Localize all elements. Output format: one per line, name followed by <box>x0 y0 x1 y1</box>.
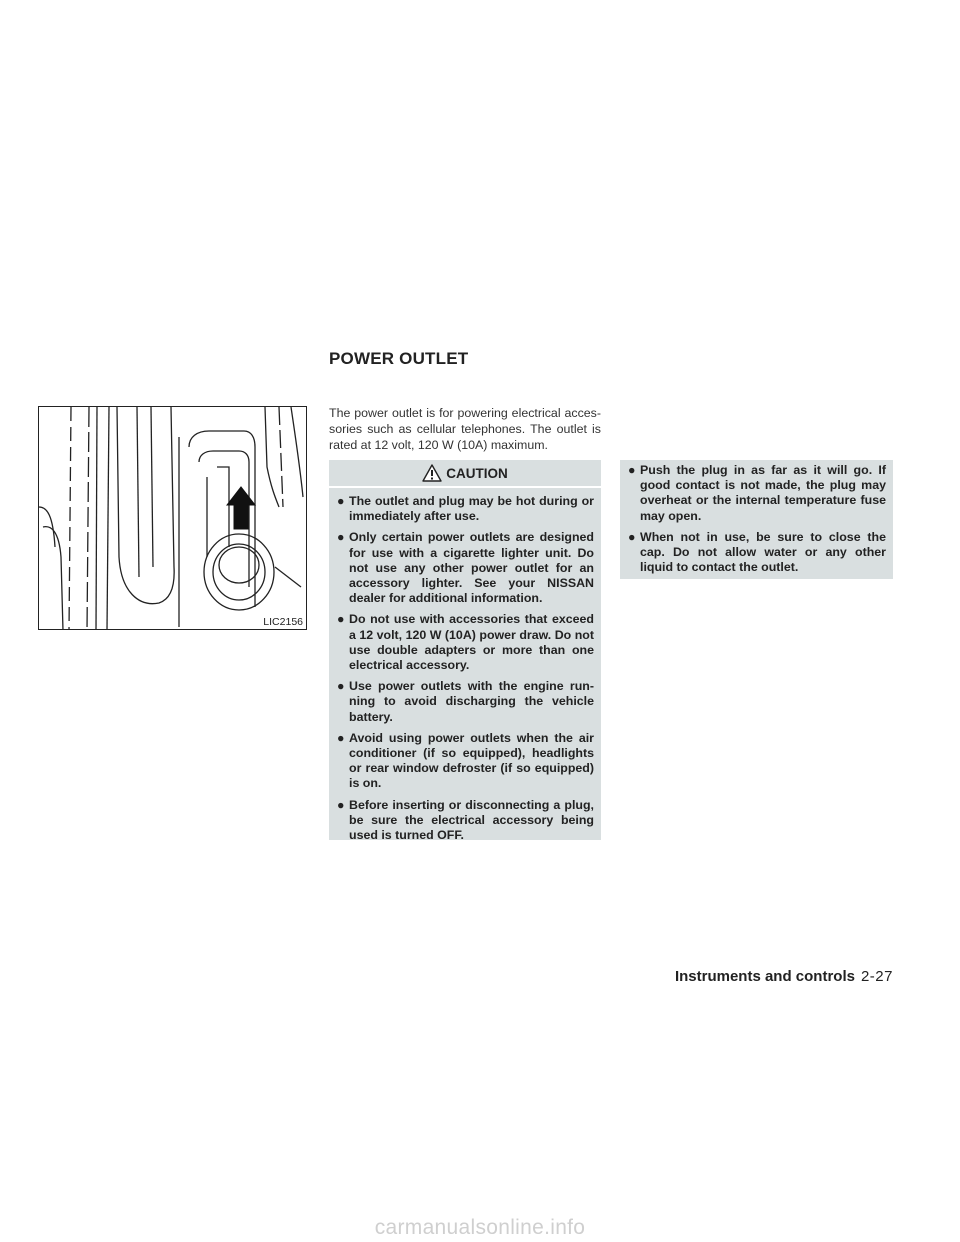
bullet-icon: ● <box>337 494 345 508</box>
bullet-icon: ● <box>337 679 345 694</box>
caution-item-text: Before inserting or disconnecting a plug, be sure the electrical accessory being used is turned OFF. <box>349 797 594 843</box>
power-outlet-illustration <box>38 406 307 630</box>
caution-divider <box>329 486 601 488</box>
chapter-title: Instruments and controls <box>674 968 855 985</box>
caution-box-continued <box>620 460 893 579</box>
caution-item <box>337 612 594 673</box>
intro-paragraph: The power outlet is for powering electrical acces- sories such as cellular telephones. The outlet is rated at 12 volt, 120 W (10A) maximum. <box>329 406 601 452</box>
caution-box <box>329 460 601 843</box>
bullet-icon: ● <box>337 612 345 627</box>
caution-item <box>628 530 886 576</box>
page-footer <box>565 968 893 985</box>
caution-list <box>329 494 601 843</box>
bullet-icon: ● <box>337 797 345 812</box>
caution-item <box>337 798 594 844</box>
caution-item <box>337 494 594 524</box>
bullet-icon: ● <box>628 529 636 544</box>
watermark: carmanualsonline.info <box>374 1216 586 1239</box>
caution-item <box>628 463 886 524</box>
caution-item-text: Avoid using power outlets when the air conditioner (if so equipped), headlights or rear window defroster (if so equipped) is on. <box>349 730 594 791</box>
up-arrow-icon <box>227 487 255 529</box>
caution-item-text: Push the plug in as far as it will go. If good contact is not made, the plug may overheat or the internal temperature fuse may open. <box>640 463 886 523</box>
bullet-icon: ● <box>628 463 636 477</box>
caution-heading <box>329 460 601 486</box>
caution-item <box>337 530 594 606</box>
caution-item-text: The outlet and plug may be hot during or immediately after use. <box>349 494 594 524</box>
page-number: 2-27 <box>860 968 893 985</box>
caution-label: CAUTION <box>446 465 508 481</box>
caution-list <box>620 460 893 575</box>
warning-triangle-icon <box>422 464 442 482</box>
caution-item <box>337 731 594 792</box>
bullet-icon: ● <box>337 730 345 745</box>
caution-item-text: Only certain power outlets are designed for use with a cigarette lighter unit. Do not use any other power outlet for an accessory lighter. See your NISSAN dealer for additional information. <box>349 530 594 606</box>
caution-item-text: Use power outlets with the engine run- ning to avoid discharging the vehicle battery. <box>349 679 594 724</box>
power-outlet-drawing <box>39 407 307 630</box>
section-title: POWER OUTLET <box>329 349 469 368</box>
caution-item-text: When not in use, be sure to close the cap. Do not allow water or any other liquid to contact the outlet. <box>640 529 886 575</box>
caution-item-text: Do not use with accessories that exceed a 12 volt, 120 W (10A) power draw. Do not use double adapters or more than one electrical accessory. <box>349 612 594 673</box>
bullet-icon: ● <box>337 530 345 545</box>
figure-code: LIC2156 <box>263 616 303 628</box>
caution-item <box>337 679 594 725</box>
